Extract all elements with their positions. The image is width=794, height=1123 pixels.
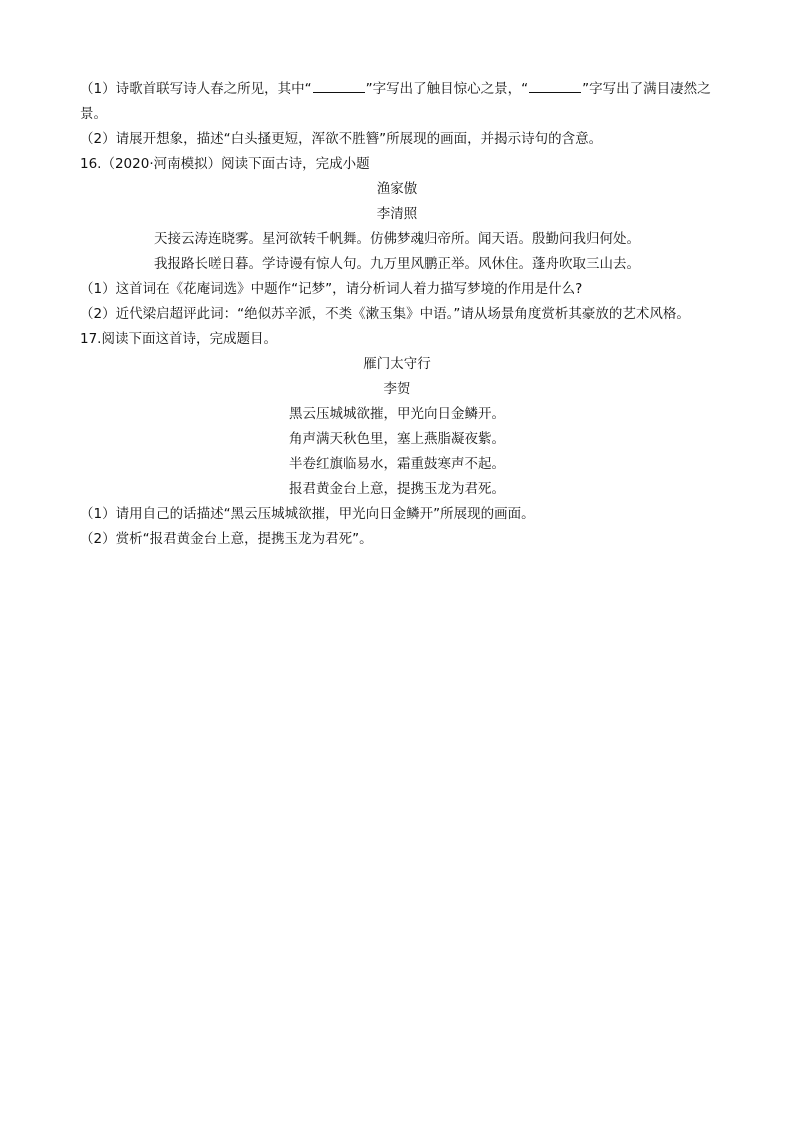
q17-sub1: （1）请用自己的话描述“黑云压城城欲摧，甲光向日金鳞开”所展现的画面。 <box>80 506 535 522</box>
q15-sub1-line <box>80 80 711 98</box>
q16-poem-line-1: 天接云涛连晓雾。星河欲转千帆舞。仿佛梦魂归帝所。闻天语。殷勤问我归何处。 <box>154 231 640 247</box>
q17-sub2: （2）赏析“报君黄金台上意，提携玉龙为君死”。 <box>80 531 373 547</box>
q17-header: 17.阅读下面这首诗，完成题目。 <box>80 331 277 347</box>
q16-sub1: （1）这首词在《花庵词选》中题作“记梦”，请分析词人着力描写梦境的作用是什么? <box>80 281 583 297</box>
q17-poem-author: 李贺 <box>383 381 411 397</box>
q15-sub1-wrap: 景。 <box>80 106 107 122</box>
q17-poem-line-1: 黑云压城城欲摧，甲光向日金鳞开。 <box>289 406 505 422</box>
q15-sub1-text-a: （1）诗歌首联写诗人春之所见，其中“ <box>80 81 312 97</box>
q16-poem-title: 渔家傲 <box>376 181 418 197</box>
q15-sub1-text-b: ”字写出了触目惊心之景，“ <box>365 81 529 97</box>
q17-poem-line-4: 报君黄金台上意，提携玉龙为君死。 <box>289 481 505 497</box>
q16-poem-author: 李清照 <box>376 206 418 222</box>
q15-sub1-text-c: ”字写出了满目凄然之 <box>582 81 711 97</box>
q16-poem-line-2: 我报路长嗟日暮。学诗谩有惊人句。九万里风鹏正举。风休住。蓬舟吹取三山去。 <box>154 256 640 272</box>
q15-blank-2 <box>529 80 581 93</box>
q17-poem-line-3: 半卷红旗临易水，霜重鼓寒声不起。 <box>289 456 505 472</box>
q16-sub2: （2）近代梁启超评此词：“绝似苏辛派，不类《漱玉集》中语。”请从场景角度赏析其豪放的艺术风格。 <box>80 306 690 322</box>
q17-poem-line-2: 角声满天秋色里，塞上燕脂凝夜紫。 <box>289 431 505 447</box>
q15-sub2: （2）请展开想象，描述“白头搔更短，浑欲不胜簪”所展现的画面，并揭示诗句的含意。 <box>80 131 603 147</box>
q15-blank-1 <box>313 80 365 93</box>
q16-header: 16.（2020·河南模拟）阅读下面古诗，完成小题 <box>80 156 370 172</box>
q17-poem-title: 雁门太守行 <box>363 356 431 372</box>
